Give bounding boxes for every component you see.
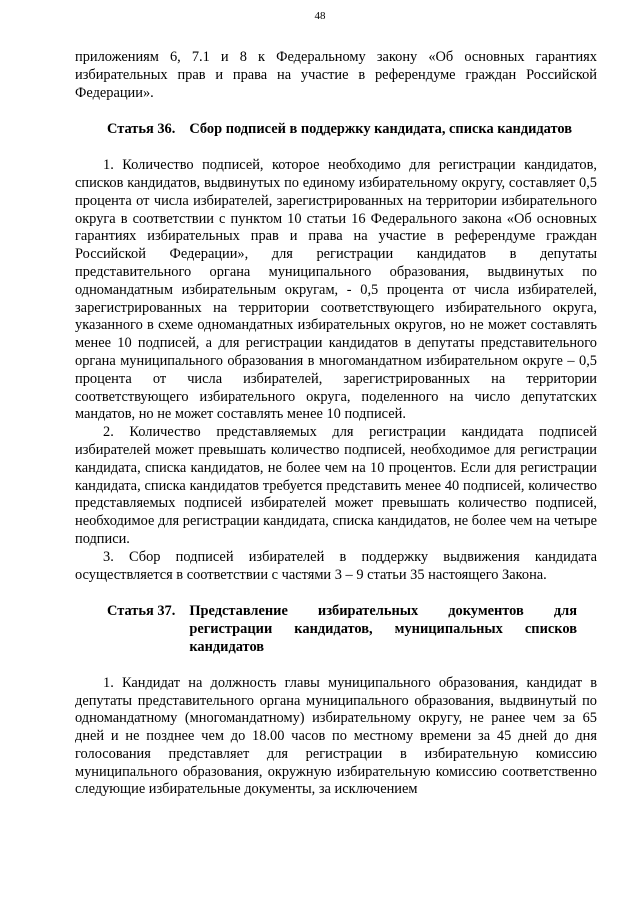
spacer — [75, 102, 597, 121]
article-36-number: Статья 36. — [107, 121, 176, 138]
article-36-paragraph-1: 1. Количество подписей, которое необходимо для регистрации кандидатов, списков кандидатов, выдвинутых по единому избирательному округу, составляет 0,5 процента от числа избирателей, зарегистрированных на территории избирательного округа в соответствии с пунктом 10 статьи 16 Федерального закона «Об основных гарантиях избирательных прав и права на участие в референдуме граждан Российской Федерации», для регистрации кандидатов в депутаты представительного органа муниципального образования, выдвинутых по одномандатным избирательным округам, - 0,5 процента от числа избирателей, зарегистрированных на территории соответствующего избирательного округа, указанного в схеме одномандатных избирательных округов, но не может составлять менее 10 подписей, а для регистрации кандидатов в депутаты представительного органа муниципального образования в многомандатном избирательном округе – 0,5 процента от числа избирателей, зарегистрированных на территории соответствующего избирательного округа, поделенного на число депутатских мандатов, но не может составлять менее 10 подписей. — [75, 157, 597, 423]
article-37-number: Статья 37. — [107, 603, 176, 620]
article-36-paragraph-3: 3. Сбор подписей избирателей в поддержку выдвижения кандидата осуществляется в соответствии с частями 3 – 9 статьи 35 настоящего Закона. — [75, 548, 597, 583]
page-number: 48 — [314, 10, 326, 22]
article-37-paragraph-1: 1. Кандидат на должность главы муниципального образования, кандидат в депутаты представительного органа муниципального образования, выдвинутый по одномандатному (многомандатному) избирательному округу, не ранее чем за 65 дней и не позднее чем до 18.00 часов по местному времени за 45 дней до дня голосования представляет для регистрации в избирательную комиссию муниципального образования, окружную избирательную комиссию соответственно следующие избирательные документы, за исключением — [75, 674, 597, 798]
spacer — [75, 584, 597, 603]
article-37-title: Представление избирательных документов для регистрации кандидатов, муниципальных списков кандидатов — [189, 603, 577, 655]
article-37-heading — [107, 603, 577, 656]
article-36-title: Сбор подписей в поддержку кандидата, списка кандидатов — [189, 121, 572, 138]
article-36-paragraph-2: 2. Количество представляемых для регистрации кандидата подписей избирателей может превышать количество подписей, необходимое для регистрации кандидата, списка кандидатов, не более чем на 10 процентов. Если для регистрации кандидата, списка кандидатов требуется представить менее 40 подписей, количество представляемых подписей избирателей может превышать количество подписей, необходимое для регистрации кандидата, списка кандидатов, не более чем на четыре подписи. — [75, 424, 597, 547]
intro-paragraph: приложениям 6, 7.1 и 8 к Федеральному закону «Об основных гарантиях избирательных прав и права на участие в референдуме граждан Российской Федерации». — [75, 49, 597, 101]
spacer — [75, 139, 597, 157]
spacer — [75, 657, 597, 675]
document-body — [75, 49, 597, 799]
article-36-heading — [107, 121, 577, 139]
